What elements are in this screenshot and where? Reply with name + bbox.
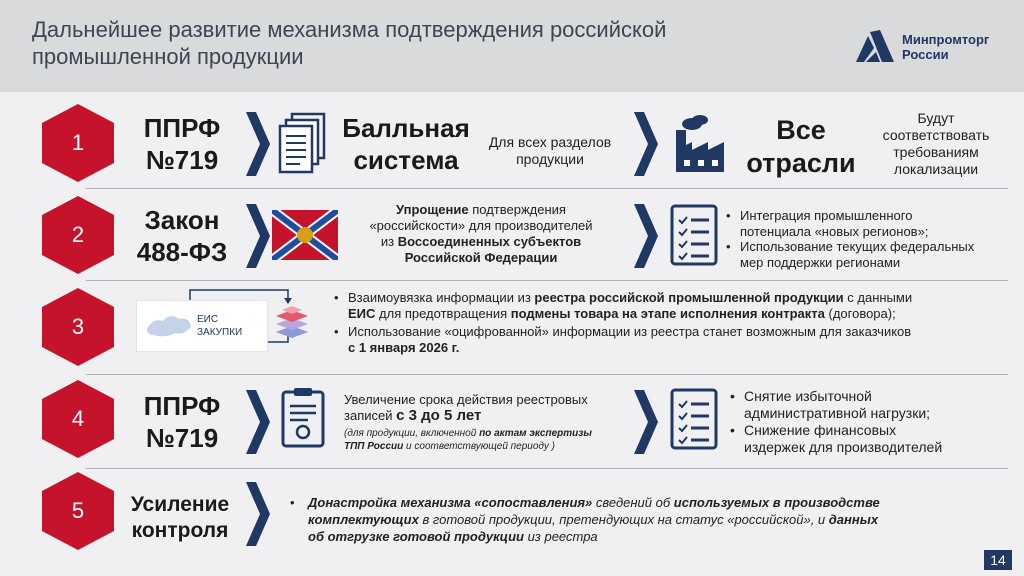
certificate-clipboard-icon bbox=[280, 386, 326, 450]
bullet-line: мер поддержки регионами bbox=[740, 254, 901, 270]
page-title bbox=[32, 16, 732, 70]
row2-middle-line-4 bbox=[340, 250, 622, 266]
row4-middle-line-2 bbox=[344, 408, 634, 424]
ball-system-line-1: Балльная bbox=[342, 113, 470, 143]
bold-span: ТПП России bbox=[344, 441, 404, 452]
step-number: 1 bbox=[71, 130, 85, 155]
row-divider bbox=[86, 468, 1008, 469]
chevron-right-icon bbox=[634, 112, 658, 176]
row3-bullets bbox=[332, 290, 1008, 356]
row1-right-text-line-4: локализации bbox=[893, 161, 979, 177]
bold-span: ЕИС bbox=[348, 306, 376, 321]
row1-middle-text bbox=[476, 134, 624, 168]
row1-right-text-line-2: соответствовать bbox=[882, 127, 990, 143]
bullet-item bbox=[728, 388, 1012, 422]
logo-text bbox=[902, 32, 1012, 62]
row5-label-line-1: Усиление bbox=[130, 493, 230, 516]
database-stack-icon bbox=[272, 302, 312, 342]
row2-label-line-2: 488-ФЗ bbox=[136, 237, 228, 267]
row1-right-text-line-3: требованиям bbox=[893, 144, 979, 160]
row3-b2-line-2 bbox=[348, 340, 1008, 356]
row2-text-span: из bbox=[380, 234, 398, 249]
text-span: с данными bbox=[843, 290, 913, 305]
step-badge-2 bbox=[42, 196, 114, 274]
bullet-line: потенциала «новых регионов»; bbox=[740, 223, 929, 239]
row5-line-1 bbox=[308, 494, 1008, 511]
text-span: и соответствующей периоду ) bbox=[403, 441, 555, 452]
row2-text-span: подтверждения bbox=[468, 202, 566, 217]
step-number: 4 bbox=[71, 406, 85, 431]
row2-bullets bbox=[724, 208, 1014, 270]
bullet-line: • Использование текущих федеральных bbox=[740, 239, 975, 254]
header bbox=[0, 0, 1024, 92]
row4-middle-line-1: Увеличение срока действия реестровых bbox=[344, 392, 588, 407]
row2-bold-simplification: Упрощение bbox=[396, 202, 469, 217]
bold-span: используемых в производстве bbox=[673, 495, 880, 510]
row3-bullet-1 bbox=[332, 290, 1008, 322]
row4-note bbox=[344, 427, 634, 453]
row4-label-line-1: ППРФ bbox=[143, 391, 221, 421]
row5-label-line-2: контроля bbox=[131, 519, 229, 542]
bullet-line: издержек для производителей bbox=[744, 439, 943, 455]
row5-label bbox=[118, 492, 242, 544]
bullet-dot: • bbox=[334, 324, 339, 339]
eis-text-line-1: ЕИС bbox=[197, 314, 219, 325]
bold-span: данных bbox=[828, 512, 879, 527]
text-span: для предотвращения bbox=[375, 306, 511, 321]
row5-bullet bbox=[288, 494, 1008, 545]
bullet-dot: • bbox=[290, 495, 295, 510]
russia-map-icon bbox=[145, 311, 193, 341]
row1-label-line-1: ППРФ bbox=[143, 113, 221, 143]
bullet-line: • Интеграция промышленного bbox=[740, 208, 913, 223]
text-span: сведений об bbox=[592, 495, 674, 510]
bullet-line: • Снятие избыточной bbox=[744, 388, 872, 404]
factory-icon bbox=[670, 114, 734, 174]
chevron-right-icon bbox=[246, 204, 270, 268]
documents-icon bbox=[278, 112, 330, 176]
step-badge-4 bbox=[42, 380, 114, 458]
row2-middle-line-2: «российскости» для производителей bbox=[369, 218, 593, 233]
step-badge-3 bbox=[42, 288, 114, 366]
title-line-1: Дальнейшее развитие механизма подтверждения российской bbox=[32, 17, 667, 42]
chevron-right-icon bbox=[246, 390, 270, 454]
row1-label-line-2: №719 bbox=[145, 145, 219, 175]
eis-text-line-2: ЗАКУПКИ bbox=[197, 327, 243, 338]
row2-middle-line-1 bbox=[340, 202, 622, 218]
bullet-line: • Снижение финансовых bbox=[744, 422, 897, 438]
row5-text bbox=[288, 494, 1008, 545]
row4-label-line-2: №719 bbox=[145, 423, 219, 453]
step-number: 3 bbox=[71, 314, 85, 339]
checklist-icon bbox=[670, 388, 718, 450]
row1-right-text-line-1: Будут bbox=[917, 110, 955, 126]
row2-bold-federation: Российской Федерации bbox=[404, 250, 558, 265]
row1-middle-text-line-1: Для всех разделов bbox=[488, 134, 612, 150]
page-number: 14 bbox=[984, 550, 1012, 570]
row3-b1-line-2 bbox=[348, 306, 1008, 322]
text-span: в готовой продукции, претендующих на статус «российской», и bbox=[418, 512, 829, 527]
text-span: записей bbox=[344, 408, 397, 423]
chevron-right-icon bbox=[634, 390, 658, 454]
row2-middle-line-3 bbox=[340, 234, 622, 250]
row1-label bbox=[118, 112, 246, 176]
row3-b2-line-1: Использование «оцифрованной» информации из реестра станет возможным для заказчиков bbox=[348, 324, 912, 339]
bullet-item bbox=[724, 208, 1014, 239]
bullet-item bbox=[728, 422, 1012, 456]
flag-icon bbox=[272, 210, 338, 260]
step-badge-1 bbox=[42, 104, 114, 182]
all-industries-line-2: отрасли bbox=[746, 148, 856, 178]
bold-span: комплектующих bbox=[308, 512, 419, 527]
row2-middle-text bbox=[340, 202, 622, 266]
ball-system-title bbox=[332, 112, 480, 176]
text-span: из реестра bbox=[523, 529, 598, 544]
minpromtorg-logo bbox=[852, 26, 1012, 66]
checklist-icon bbox=[670, 204, 718, 266]
bold-span: подмены товара на этапе исполнения контракта bbox=[510, 306, 825, 321]
logo-mark-icon bbox=[852, 26, 896, 66]
row4-middle-text bbox=[344, 392, 634, 453]
row-divider bbox=[86, 374, 1008, 375]
bullet-item bbox=[724, 239, 1014, 270]
bold-span: об отгрузке готовой продукции bbox=[308, 529, 524, 544]
bold-span: Донастройка механизма «сопоставления» bbox=[308, 495, 593, 510]
bold-span: с 1 января 2026 г. bbox=[348, 340, 460, 355]
row-divider bbox=[86, 188, 1008, 189]
ball-system-line-2: система bbox=[353, 145, 459, 175]
bullet-line: административной нагрузки; bbox=[744, 405, 931, 421]
text-span: Взаимоувязка информации из bbox=[348, 290, 535, 305]
row2-label bbox=[118, 204, 246, 268]
step-badge-5 bbox=[42, 472, 114, 550]
row4-label bbox=[118, 390, 246, 454]
bold-span: по актам экспертизы bbox=[479, 428, 592, 439]
chevron-right-icon bbox=[246, 112, 270, 176]
logo-text-line-2: России bbox=[902, 47, 949, 62]
eis-text bbox=[197, 313, 242, 339]
row4-note-line-2 bbox=[344, 440, 634, 453]
chevron-right-icon bbox=[634, 204, 658, 268]
row3-b1-line-1 bbox=[348, 290, 1008, 306]
text-span: (для продукции, включенной bbox=[344, 428, 480, 439]
all-industries-line-1: Все bbox=[776, 115, 826, 145]
eis-zakupki-logo bbox=[136, 300, 268, 352]
bold-span: с 3 до 5 лет bbox=[396, 407, 482, 424]
row2-bold-subjects: Воссоединенных субъектов bbox=[397, 234, 582, 249]
row4-note-line-1 bbox=[344, 427, 634, 440]
step-number: 5 bbox=[71, 498, 85, 523]
row-divider bbox=[86, 280, 1008, 281]
logo-text-line-1: Минпромторг bbox=[902, 32, 990, 47]
bullet-dot: • bbox=[334, 290, 339, 305]
title-line-2: промышленной продукции bbox=[32, 44, 304, 69]
row1-middle-text-line-2: продукции bbox=[516, 151, 584, 167]
step-number: 2 bbox=[71, 222, 85, 247]
row5-line-3 bbox=[308, 528, 1008, 545]
row4-bullets bbox=[728, 388, 1012, 456]
all-industries-text bbox=[738, 114, 864, 180]
row3-bullet-2 bbox=[332, 324, 1008, 356]
chevron-right-icon bbox=[246, 482, 270, 546]
bold-span: реестра российской промышленной продукции bbox=[534, 290, 844, 305]
row2-label-line-1: Закон bbox=[144, 205, 220, 235]
row1-right-text bbox=[864, 110, 1008, 178]
row5-line-2 bbox=[308, 511, 1008, 528]
text-span: (договора); bbox=[824, 306, 896, 321]
